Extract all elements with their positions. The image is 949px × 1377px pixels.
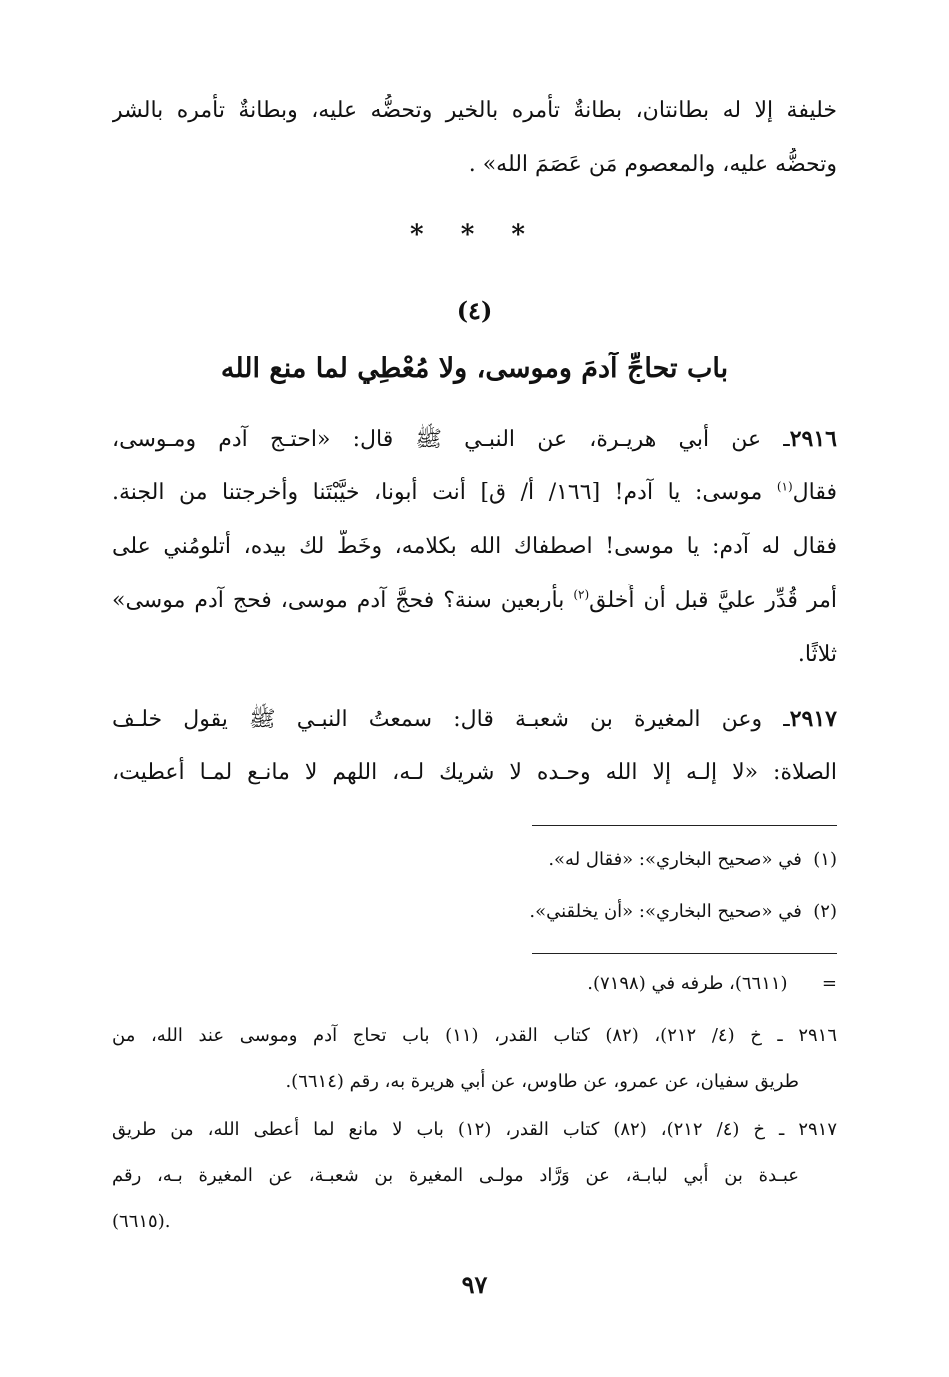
intro-line-1: خليفة إلا له بطانتان، بطانةٌ تأمره بالخير وتحضُّه عليه، وبطانةٌ تأمره بالشر xyxy=(112,98,837,123)
hadith-2917-line-2: الصلاة: «لا إلـه إلا الله وحـده لا شريك لـه، اللهم لا مانـع لمـا أعطيت، xyxy=(112,760,837,785)
footnote-ref: (٢) xyxy=(573,587,590,602)
references-divider xyxy=(532,953,837,954)
reference-2917-line-2: عبـدة بن أبي لبابـة، عن وَرَّاد مولـى المغيرة بن شعبـة، عن المغيرة بـه، رقم xyxy=(112,1165,799,1186)
footnote-1: (١) في «صحيح البخاري»: «فقال له». xyxy=(548,849,837,870)
reference-2916-line-1: ٢٩١٦ ـ خ (٤/ ٢١٢)، (٨٢) كتاب القدر، (١١) باب تحاج آدم وموسى عند الله، من xyxy=(112,1025,837,1046)
chapter-title: باب تحاجِّ آدمَ وموسى، ولا مُعْطِي لما منع الله xyxy=(220,353,729,384)
reference-2916-line-2: طريق سفيان، عن عمرو، عن طاوس، عن أبي هريرة به، رقم (٦٦١٤). xyxy=(285,1071,799,1092)
intro-line-2: وتحضُّه عليه، والمعصوم مَن عَصَمَ الله» . xyxy=(468,152,837,177)
reference-2917-line-3: (٦٦١٥). xyxy=(112,1211,171,1232)
footnote-2: (٢) في «صحيح البخاري»: «أن يخلقني». xyxy=(529,901,837,922)
page-number: ٩٧ xyxy=(461,1270,488,1299)
hadith-2917-line-1: ٢٩١٧ـ وعن المغيرة بن شعبـة قال: سمعتُ النبـي ﷺ يقول خلـف xyxy=(112,706,837,732)
footnote-divider xyxy=(532,825,837,826)
hadith-2916-line-3: فقال له آدم: يا موسى! اصطفاك الله بكلامه، وخَطَّ لك بيده، أتلومُني على xyxy=(112,534,837,559)
hadith-number: ٢٩١٦ xyxy=(789,426,837,452)
section-number: (٤) xyxy=(456,296,493,325)
reference-continuation: = (٦٦١١)، طرفه في (٧١٩٨). xyxy=(587,973,837,994)
hadith-2916-line-2: فقال$^{(١)}$ موسى: يا آدم! [١٦٦/ أ/ ق] أنت أبونا، خيَّبْتَنا وأخرجتنا من الجنة. xyxy=(112,479,837,505)
separator-stars: * * * xyxy=(410,220,539,250)
hadith-2916-line-1: ٢٩١٦ـ عن أبي هريـرة، عن النبـي ﷺ قال: «احتـج آدم ومـوسى، xyxy=(112,426,837,452)
hadith-number: ٢٩١٧ xyxy=(789,706,837,732)
reference-2917-line-1: ٢٩١٧ ـ خ (٤/ ٢١٢)، (٨٢) كتاب القدر، (١٢) باب لا مانع لما أعطى الله، من طريق xyxy=(112,1119,837,1140)
footnote-ref: (١) xyxy=(776,479,793,494)
hadith-2916-line-5: ثلاثًا. xyxy=(797,642,837,667)
hadith-2916-line-4: أمر قُدِّر عليَّ قبل أن أُخلق$^{(٢)}$ بأربعين سنة؟ فحجَّ آدم موسى، فحج آدم موسى» xyxy=(112,587,837,613)
